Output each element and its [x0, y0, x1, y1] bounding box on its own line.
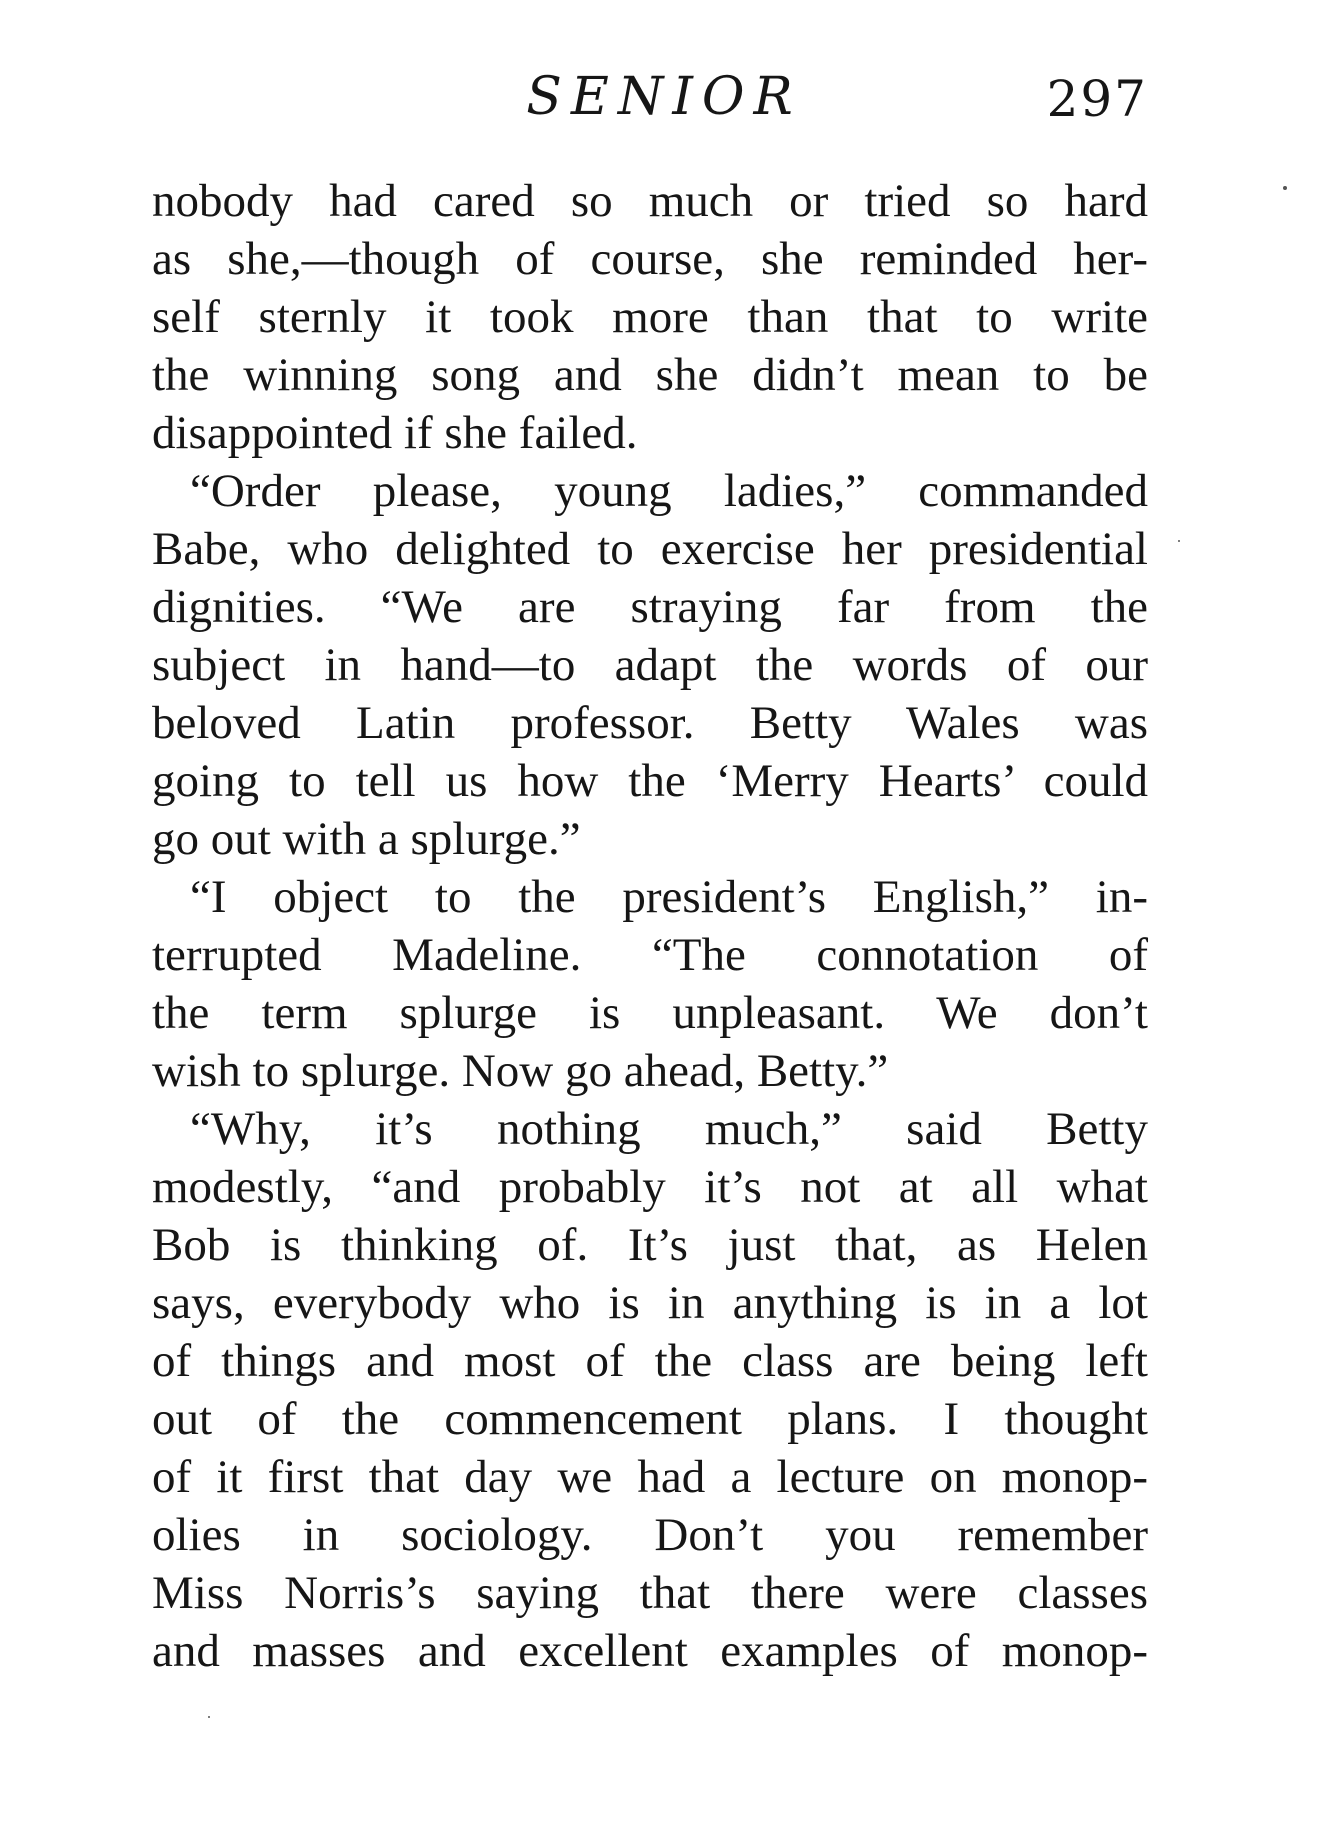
- text-line: going to tell us how the ‘Merry Hearts’ could: [152, 755, 1148, 807]
- text-line: go out with a splurge.”: [152, 813, 581, 865]
- text-line: self sternly it took more than that to write: [152, 291, 1148, 343]
- text-line: “Order please, young ladies,” commanded: [190, 465, 1148, 517]
- text-line: “Why, it’s nothing much,” said Betty: [190, 1103, 1148, 1155]
- body-text: [152, 172, 1148, 1680]
- text-line: terrupted Madeline. “The connotation of: [152, 929, 1148, 981]
- text-line: subject in hand—to adapt the words of our: [152, 639, 1148, 691]
- paper-speck: [1283, 186, 1287, 190]
- text-line: and masses and excellent examples of monop-: [152, 1625, 1148, 1677]
- text-line: beloved Latin professor. Betty Wales was: [152, 697, 1148, 749]
- text-line: modestly, “and probably it’s not at all what: [152, 1161, 1148, 1213]
- paper-speck: [208, 1716, 210, 1718]
- text-line: Babe, who delighted to exercise her presidential: [152, 523, 1148, 575]
- text-line: “I object to the president’s English,” in-: [190, 871, 1148, 923]
- text-line: the winning song and she didn’t mean to be: [152, 349, 1148, 401]
- running-head: [150, 62, 1148, 132]
- text-line: olies in sociology. Don’t you remember: [152, 1509, 1148, 1561]
- text-line: nobody had cared so much or tried so hard: [152, 175, 1148, 227]
- text-line: wish to splurge. Now go ahead, Betty.”: [152, 1045, 889, 1097]
- running-title: SENIOR: [526, 67, 802, 127]
- text-line: out of the commencement plans. I thought: [152, 1393, 1148, 1445]
- text-line: disappointed if she failed.: [152, 407, 638, 459]
- paper-speck: [1178, 540, 1180, 542]
- text-line: of things and most of the class are being left: [152, 1335, 1148, 1387]
- text-line: dignities. “We are straying far from the: [152, 581, 1148, 633]
- text-line: Miss Norris’s saying that there were classes: [152, 1567, 1148, 1619]
- page-number: 297: [1046, 70, 1148, 128]
- text-line: as she,—though of course, she reminded her-: [152, 233, 1148, 285]
- text-line: says, everybody who is in anything is in a lot: [152, 1277, 1148, 1329]
- text-line: the term splurge is unpleasant. We don’t: [152, 987, 1148, 1039]
- text-line: Bob is thinking of. It’s just that, as Helen: [152, 1219, 1148, 1271]
- text-line: of it first that day we had a lecture on monop-: [152, 1451, 1148, 1503]
